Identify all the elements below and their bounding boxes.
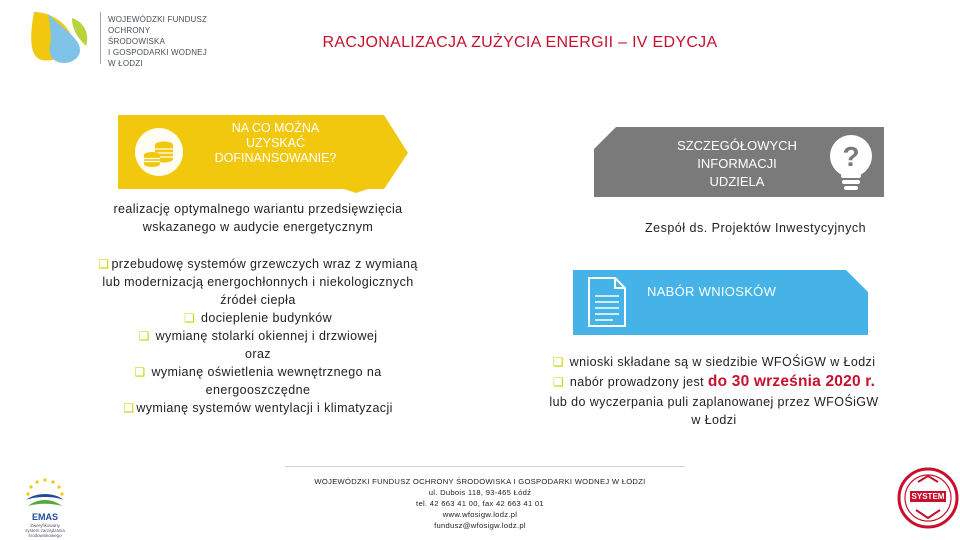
list-item-continuation: energooszczędne (205, 383, 311, 397)
checkbox-bullet-icon: ❑ (98, 257, 110, 271)
emas-stars-icon (18, 476, 72, 512)
system-certificate-badge (896, 466, 960, 540)
certificate-seal-icon (896, 466, 960, 540)
info-line: lub do wyczerpania puli zaplanowanej przez WFOŚiGW (549, 395, 879, 409)
team-name: Zespół ds. Projektów Inwestycyjnych (645, 221, 867, 235)
question-bulb-icon (826, 133, 876, 191)
yellow-banner-text: NA CO MOŻNA UZYSKAĆ DOFINANSOWANIE? (214, 121, 337, 165)
checkbox-bullet-icon: ❑ (134, 365, 146, 379)
emas-caption: Zweryfikowany system zarządzania środowiskowego (25, 523, 65, 538)
list-item-continuation: źródeł ciepła (220, 293, 296, 307)
checkbox-bullet-icon: ❑ (138, 329, 150, 343)
checkbox-bullet-icon: ❑ (552, 355, 564, 369)
list-item-continuation: lub modernizacją energochłonnych i niekologicznych (102, 275, 414, 289)
application-info (508, 353, 920, 429)
deadline-highlight: do 30 września 2020 r. (707, 373, 876, 390)
list-item-continuation: oraz (245, 347, 271, 361)
grey-banner-text: SZCZEGÓŁOWYCH INFORMACJI UDZIELA (677, 138, 797, 189)
coins-icon (134, 127, 184, 177)
svg-text:?: ? (842, 141, 860, 172)
intro-text: realizację optymalnego wariantu przedsięwzięcia wskazanego w audycie energetycznym (113, 202, 403, 234)
list-item: ❑ wymianę stolarki okiennej i drzwiowej (138, 329, 378, 343)
list-item: ❑ docieplenie budynków (183, 311, 333, 325)
logo-divider (100, 12, 101, 64)
emas-logo (18, 476, 72, 538)
list-item: ❑ wymianę systemów wentylacji i klimatyzacji (123, 401, 393, 415)
list-item: ❑ wnioski składane są w siedzibie WFOŚiGW w Łodzi (552, 355, 876, 369)
fund-logo (28, 8, 208, 66)
applications-banner (573, 270, 868, 335)
checkbox-bullet-icon: ❑ (123, 401, 135, 415)
logo-text: WOJEWÓDZKI FUNDUSZ OCHRONY ŚRODOWISKA I GOSPODARKI WODNEJ W ŁODZI (108, 15, 208, 68)
footer-address: WOJEWÓDZKI FUNDUSZ OCHRONY ŚRODOWISKA I GOSPODARKI WODNEJ W ŁODZI ul. Dubois 118, 93-465 Łódź tel. 42 663 41 00, fax 42 663 41 01 www.wfosigw.lodz.pl fundusz@wfosigw.lodz.pl (314, 477, 646, 530)
checkbox-bullet-icon: ❑ (552, 375, 564, 389)
checkbox-bullet-icon: ❑ (183, 311, 196, 325)
document-icon (585, 276, 629, 328)
list-item: ❑ przebudowę systemów grzewczych wraz z wymianą (98, 257, 418, 271)
information-banner (594, 127, 884, 197)
emas-label: EMAS (31, 512, 58, 522)
list-item: ❑ wymianę oświetlenia wewnętrznego na (134, 365, 382, 379)
page-title: RACJONALIZACJA ZUŻYCIA ENERGII – IV EDYCJA (322, 34, 718, 51)
info-line: w Łodzi (691, 413, 737, 427)
water-drop-leaf-icon (28, 8, 92, 64)
footer-divider (285, 466, 685, 467)
funding-list (58, 255, 458, 417)
badge-label: SYSTEM (911, 492, 945, 501)
list-item: ❑ nabór prowadzony jest do 30 września 2020 r. (552, 373, 876, 390)
funding-question-banner (118, 113, 408, 193)
blue-banner-text: NABÓR WNIOSKÓW (647, 284, 777, 299)
